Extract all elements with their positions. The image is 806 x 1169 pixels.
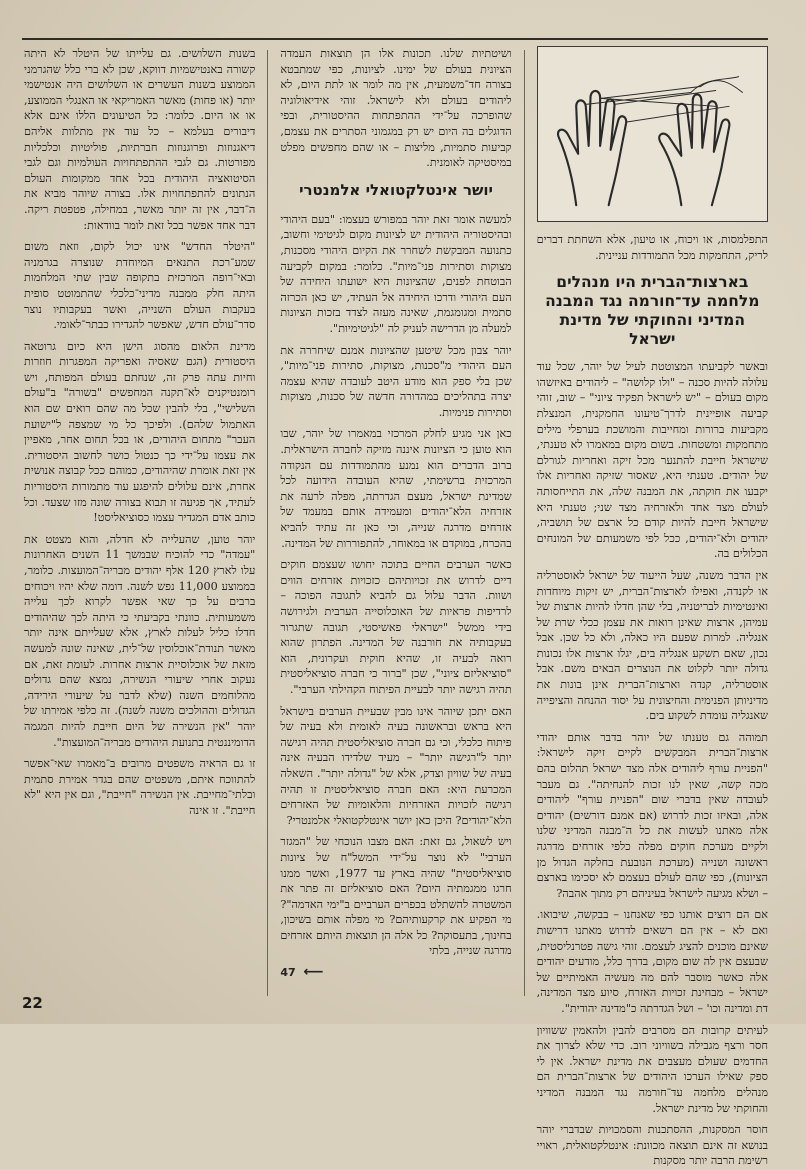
right-paragraph-2: אין הדבר משנה, שעל הייעוד של ישראל לאוסטרליה או לקנדה, ואפילו לארצות־הברית, יש זיקות מיוחדות ואינטימיות לבריטניה, בלי שהן חדלו להיות ארצות של עמיהן, ארצות שאינן רואות את עצמן ככלי שרת של אנגליה. למרות שפעם היו כאלה, ולא כל שכן. אבל נכון, שאם תשקע אנגליה בים, יגלו ארצות אלו נכונות גדולה יותר לקלוט את הנוצרים הבאים משם. אבל אוסטרליה, קנדה וארצות־הברית אינן בונות את מדיניותן הפנימית והחיצונית על יסוד ההנחה והציפייה שאנגליה עומדת לשקוע בים.: [536, 568, 768, 723]
middle-paragraph-7: ויש לשאול, גם זאת: האם מצבו הנוכחי של "המגזר הערבי" לא נוצר על־ידי המשל"ח של ציונות סוציאליסטית" שהיה בארץ עד 1977, ואשר ממנו חרגו ממגמתיה היום? האם סוציאליזם זה פתר את המשטרה להשתלט בכפרים הערביים ב"ימי האדמה"? מי הפקיע את קרקעותיהם? מי מפלה אותם בשיכון, בחינוך, בתעסוקה? כל אלה הן תוצאות היותם אזרחים מדרגה שנייה, בלתי: [280, 835, 512, 958]
column-divider: [524, 50, 525, 996]
middle-paragraph-5: כאשר הערבים החיים בתוכה יחושו שעצמם חוקים דיים לדרוש את זכויותיהם כזכויות אזרחים הווים ושוות. הדבר עלול גם להביא לתגובה הפוכה – לרדיפות פראיות של האוכלוסייה הערבית ולגירושה בידי ממשל "ישראלי פאשיסטי, תגובה שתגרור בעקבותיה את חורבנה של המדינה. הפתרון שהוא רואה לבעיה זו, שהיא חוקית ועקרונית, הוא "סוציאליזם ציוני", שכן "ברור כי חברה סוציאליסטית תהיה רגישה יותר לבעיית הפיתוח הקהילתי הערבי".: [280, 558, 512, 696]
middle-paragraph-6: האם יתכן שיוהר אינו מבין שבעיית הערבים בישראל היא בראש ובראשונה בעיה לאומית ולא בעיה של פיתוח כלכלי, וכי גם חברה סוציאליסטית תהיה רגישה יותר ל"רגישה יותר" – מעיד שלדידו הבעיה אינה בעיה של שוויון וצדק, אלא של "גדולה יותר". השאלה המכרעת היא: האם חברה סוציאליסטית זו תהיה רגישה לזכויות האזרחיות והלאומיות של האזרחים הלא־יהודים? היכן כאן יושר אינטלקטואלי אלמנטרי?: [280, 704, 512, 827]
continued-page-number: 47: [280, 966, 296, 980]
left-paragraph-2: "היטלר החדש" אינו יכול לקום, וזאת משום שמע־רכת התנאים המיוחדת שנוצרה בגרמניה ובאי־רופה המרכזית בתקופה שבין שתי המלחמות היתה חלק ממבנה מדיני־כלכלי שהתמוטט סופית בעקבות העולם השנייה, ואשר בעקבותיו נוצר סדר־עולם חדש, שאפשר להגדירו כבתר־לאומי.: [24, 240, 256, 332]
right-paragraph-5: לעיתים קרובות הם מסרבים להבין ולהאמין ששוויון חסר ורצף מגבילה בשוויוני רוב. כדי שלא לצרוך את החדמים שעולם מעצבים את מדינת ישראל. אין לי ספק שאילו הערכו היהודים של ארצות־הברית הם מנהלים מלחמה עד־חורמה נגד המבנה המדיני והחוקתי של מדינת ישראל.: [536, 1023, 768, 1115]
column-divider: [267, 50, 268, 996]
article-headline: בארצות־הברית היו מנהלים מלחמה עד־חורמה נגד המבנה המדיני והחוקתי של מדינת ישראל: [545, 273, 760, 349]
left-paragraph-3: מדינת הלאום מהסוג הישן היא כיום גרוטאה היסטורית (הגם שאסיה ואפריקה המפגרות חוזרות וחיות עתה פרק זה, שנחתם בעולם המפותח, ויש רומנטיקנים לא־תקנה המחפשים "בשורה" ב"עולם השלישי", בלי להבין שכל מה שהם רואים שם הוא האתמול שלהם). ולפיכך כל מי שמצפה ל"ישועת העבר" מתחום היהודים, או בכל תחום אחר, מאפיין את עצמו על־ידי כך כנטול כושר לחשוב היסטורית. אין זאת אומרת שהיהודים, כמוהם ככל קבוצה אנושית אחרת, אינם עלולים להיפגע עוד מתמורות היסטוריות לעתיד, אך פגיעה זו תבוא בצורה שונה מזו שצעד. וכל כותב אדם המגדיר עצמו כסוציאליסט!: [24, 339, 256, 525]
continued-marker[interactable]: [280, 965, 511, 981]
right-intro: התפלמסות, או ויכוח, או טיעון, אלא השחתת דברים לריק, התחמקות מכל התמודדות עניינית.: [536, 233, 768, 262]
right-paragraph-4: אם הם רוצים אותנו כפי שאנחנו – בבקשה, שיבואו. ואם לא – אין הם רשאים לדרוש מאתנו דרישות שאינם מוכנים להציג לעצמם. זוהי גישה פטרנליסטית, שבעצם אין לה שום מקום, בדרך כלל, מודעים יהודים אלה כאשר מוסבר להם מה מעשיה האמיתיים של ישראל – מבחינת זכויות האזרח, סיוע מצד המדינה, דת ומדינה וכו' – ושל הגדרתה כ"מדינה יהודית".: [536, 908, 768, 1015]
middle-paragraph-1: ושיטתיות שלנו. תכונות אלו הן תוצאות העמדה הציונית בעולם של ימינו. לציונות, כפי שמתבטא בצורה חד־משמעית, אין מה לומר או לתת היום, לא ליהודים בעולם ולא לישראל. זוהי אידיאולוגיה שהופרכה על־ידי ההתפתחות ההיסטורית, ובפי הדוגלים בה היום יש רק במגמוני הסתרים את עצמם, קביעות סתמיות, מליצות – או שהם מחפשים מפלט במיסטיקה לאומנית.: [280, 47, 512, 170]
hands-drawing: [538, 47, 767, 221]
right-paragraph-3: תמוהה גם טענתו של יוהר בדבר אותם יהודי ארצות־הברית המבקשים לקיים זיקה לישראל: "הפניית עורף ליהודים אלה מצד ישראל תהלום בהם מכה קשה, שאין לנו זכות להנחיתה". גם מעבר לעובדה שאין בדברי שום "הפניית עורף" ליהודים אלה, ובאיזו זכות לדרוש (אם אמנם דורשים) יהודים אלה מאתנו לעשות את כל ה־מבנה המדיני שלנו ולקיים מערכת חוקים מפלה כלפי אזרחים מדרגה ראשונה ושנייה (מערכת הנובעת בחלקה הגדול מן הציונות), כפי שהם לעולם בעצמם לא יסכימו בארצם – ושלא מגיעה לישראל בעיניהם רק מתוך אהבה?: [536, 730, 768, 900]
left-paragraph-1: בשנות השלושים. גם עלייתו של היטלר לא היתה קשורה באנטישמיות דווקא, שכן לא ברי כלל שהגרמני הממוצע בשנות העשרים או השלושים היה אנטישמי יותר (או פחות) מאשר האמריקאי או האנגלי הממוצע, או או היום. כלומר: כל הטיעונים הללו אינם אלא דיבורים בעלמא – כל עוד אין מתלוות אליהם דיאגנוזות ופרוגנוזות חברתיות, פוליטיות וכלכליות מפורטות. גם לגבי ההתפתחויות העולמיות וגם לגבי הסיטואציה היהודית בכל אחד ממקומות העולם הנתונים להתפתחויות אלו. בצורה שיוהר מביא את ה־דבר, אין זה יותר מאשר, במחילה, פטפטת ריקה. דבר אחד אפשר בכל זאת לומר בוודאות:: [24, 47, 256, 232]
left-column: [24, 46, 255, 996]
middle-paragraph-3: יוהר צבון מכל שיטען שהציונות אמנם שיחררה את העם היהודי מ"סכנות, מצוקות, סתירות פני־מיות", שכן בלי ספק הוא מודע היטב לעובדה שהיא עצמה יצרה בתהליכים במהדורה חדשה של סכנות, מצוקות וסתירות פנימיות.: [280, 343, 512, 419]
middle-paragraph-2: למעשה אומר זאת יוהר במפורש בעצמו: "בעם היהודי ובהיסטוריה היהודית יש לציונות מקום לגיטימי וחשוב, כתנועה המבקשת לשחרר את הקיום היהודי מסכנות, מצוקות וסתירות פני־מיות". כלומר: במקום לקביעה הבוטחת לפנים, שהציונות היא ישועתו היחידה של העם היהודי ודרכו היחידה אל העתיד, יש כאן הכרזה סתמית ומגומגמת, שאינה מעזה לצדד בזכות הציונות למעלה מן הדרישה לעניק לה "לגיטימיות".: [280, 212, 512, 335]
section-subhead: יושר אינטלקטואלי אלמנטרי: [299, 180, 493, 199]
hands-illustration: [537, 46, 768, 222]
top-rule: [22, 38, 768, 40]
middle-column: [280, 46, 511, 996]
right-paragraph-1: ובאשר לקביעתו המצוטטת לעיל של יוהר, שכל עוד עלולה להיות סכנה – "ולו קלושה" – ליהודים באיזשהו מקום בעולם – "יש לישראל תפקיד ציוני" – שוב, זוהי קביעה אופיינית לדרך־טיעונו החמקנית, המנצלת מקביעות ברורות ומחייבות והמושכת בערפלי מילים מתחמקות ומשטחות. בשום מקום במאמרו לא טענתי, שישראל חייבת להתנער מכל זיקה ואחריות לגורלם של יהודים. טענתי היא, שאסור שזיקה ואחריות אלו יקבעו את חוקתה, את המבנה שלה, את התייחסותה לעולם מצד אחד ולאזרחיה מצד שני; טענתי היא שישראל חייבת להיות קודם כל ארצם של תושביה, יהודים ולא־יהודים, ככל לפי משמעותם של המונחים הכלולים בה.: [536, 360, 768, 561]
arrow-left-icon: ⟵: [303, 964, 324, 981]
left-paragraph-4: יוהר טוען, שהעלייה לא חדלה, והוא מצטט את "עמדה" כדי להוכיח שבמשך 11 השנים האחרונות עלו לארץ 120 אלף יהודים מבריה־המועצות. כלומר, בממוצע 11,000 נפש לשנה. דומה שלא יהיו ויכוחים ברבים על כך שאי אפשר לקרוא לכך עלייה משמעותית. כוונתי בקביעתי כי היתה לכך שהיהודים חדלו כליל לעלות לארץ, אלא שעלייתם אינה יותר מאשר תנודת־אוכלוסין של־לית, שאינה שונה למעשה מזאת של אוכלוסיית ארצות אחרות. לעומת זאת, אם נעקוב אחרי שיעורי הנשירה, נמצא שהם גדולים מהלוחמים השנה (שלא לדבר על שיעורי הירידה, הגדולים וההולכים משנה לשנה). זה כלפי אמירתו של יוהר "אין הנשירה של היום חייבת להיות המגמה הדומיננטית בתנועת היהודים מבריה־המועצות".: [24, 532, 256, 749]
left-paragraph-5: זו גם הראיה משפטים מרובים ב־מאמרו שאי־אפשר להתווכח איתם, משפטים שהם בגדר אמירת סתמית ובלתי־מחייבת. אין הנשירה "חייבת", וגם אין היא "לא חייבת". זו אינה: [24, 757, 256, 817]
right-column: [536, 46, 768, 1168]
page-number: 22: [22, 994, 43, 1012]
right-paragraph-6: חוסר המסקנות, ההסתכנות והסמכויות שבדברי יוהר בנושא זה אינם תוצאה מכוונת: אינטלקטואלית, ראויי רשימת הרבה יותר מסקנות: [536, 1123, 768, 1168]
middle-paragraph-4: כאן אני מגיע לחלק המרכזי במאמרו של יוהר, שבו הוא טוען כי הציונות איננה מזיקה לחברה הישראלית. ברוב הדברים הוא נמנע מהתמודדות עם הנקודה המרכזית ברשימתי, שהיא העובדה הידועה לכל שמדינת ישראל, מעצם הגדרתה, מפלה לרעה את אזרחיה הלא־יהודים ומעמידה אותם במעמד של אזרחים מדרגה שנייה, וכי כאן זה עתיד להביא בהכרח, במוקדם או במאוחר, להתפוררות של המדינה.: [280, 427, 512, 550]
